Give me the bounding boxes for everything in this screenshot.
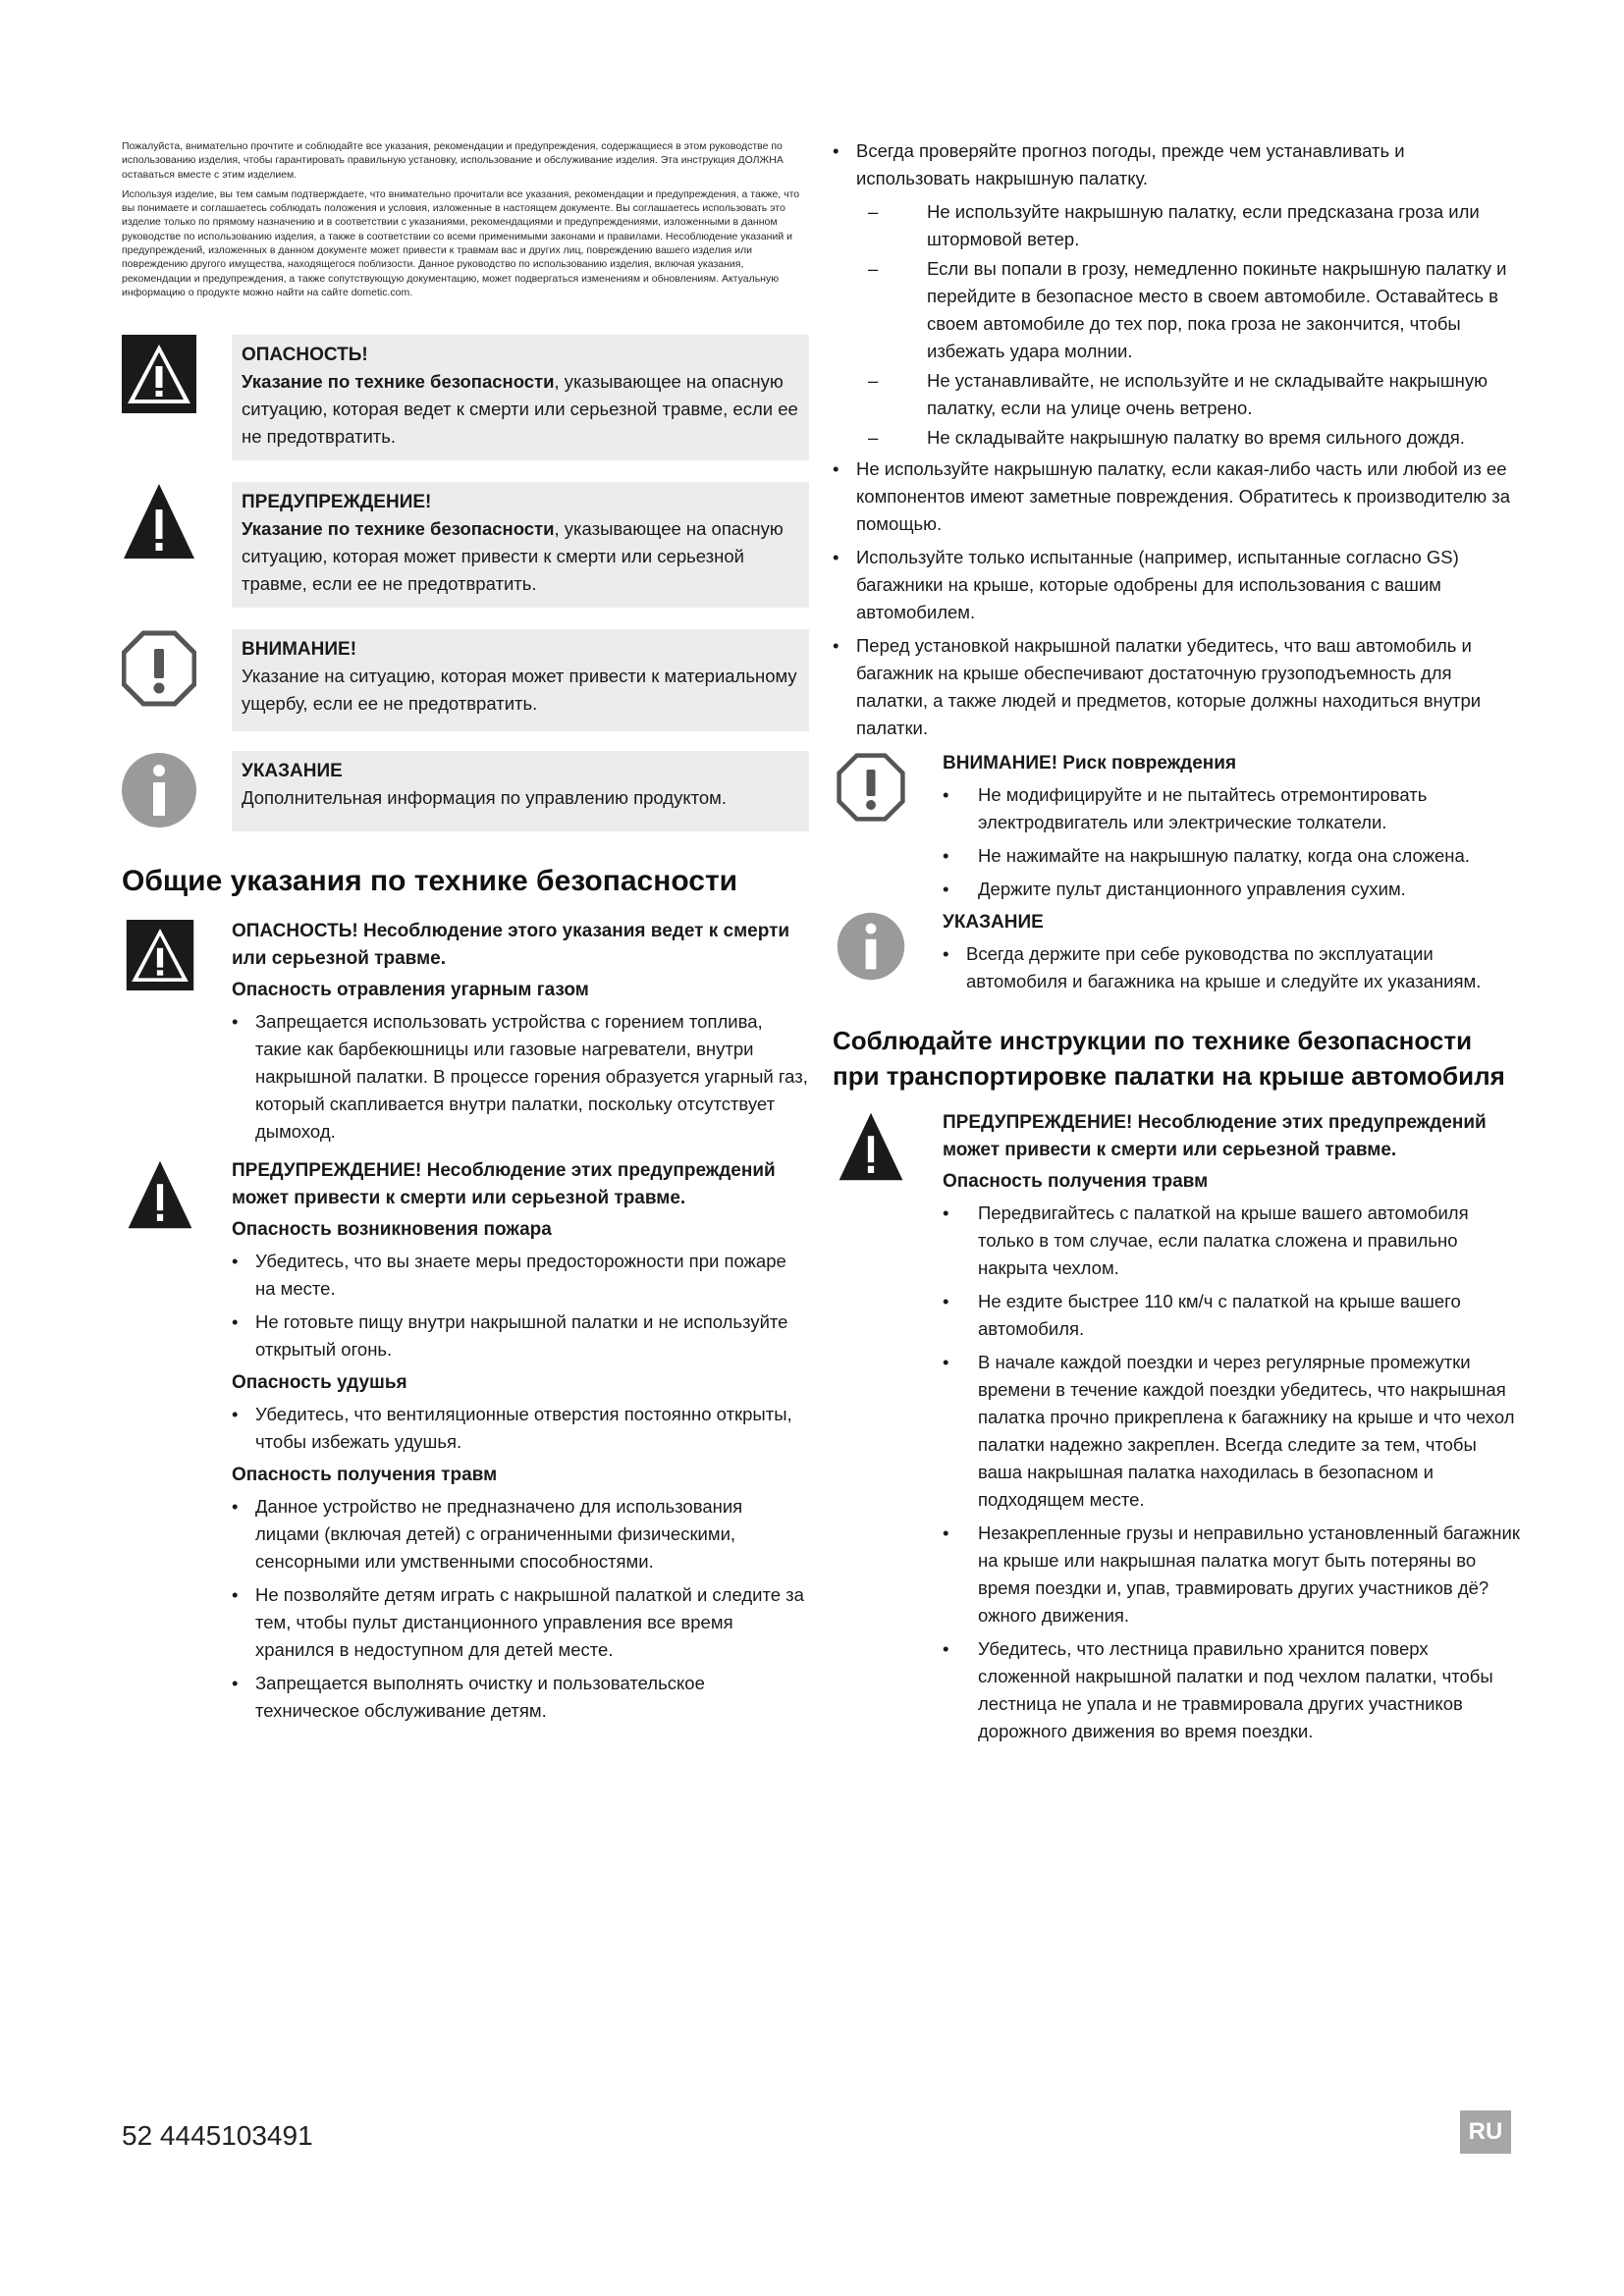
list-item: – Если вы попали в грозу, немедленно покиньте накрышную палатку и перейдите в безопасное место в своем автомобиле. Оставайтесь в своем автомобиле до тех пор, пока гроза не закончится, чтобы избежать удара молнии.	[856, 255, 1520, 365]
list-item: • Незакрепленные грузы и неправильно установленный багажник на крыше или накрышная палатка могут быть потеряны во время поездки и, упав, травмировать других участников дё?ожного движения.	[943, 1520, 1520, 1629]
list-item: • Убедитесь, что вы знаете меры предосторожности при пожаре на месте.	[232, 1248, 809, 1303]
list-item: • Не готовьте пищу внутри накрышной палатки и не используйте открытый огонь.	[232, 1308, 809, 1363]
warning-triangle-icon	[122, 1159, 198, 1230]
general-danger-list	[232, 1008, 809, 1146]
danger-warning-icon	[122, 920, 198, 990]
list-item	[833, 137, 1520, 192]
list-item: • Убедитесь, что вентиляционные отверстия постоянно открыты, чтобы избежать удушья.	[232, 1401, 809, 1456]
list-item: • Не ездите быстрее 110 км/ч с палаткой на крыше вашего автомобиля.	[943, 1288, 1520, 1343]
notice-danger-text	[242, 368, 799, 451]
left-column	[122, 139, 809, 1731]
notice-caution-box	[232, 629, 809, 731]
suffocation-list	[232, 1401, 809, 1456]
list-item: • Используйте только испытанные (например, испытанные согласно GS) багажники на крыше, которые одобрены для использования с вашим автомобилем.	[833, 544, 1520, 626]
list-item: – Не используйте накрышную палатку, если предсказана гроза или штормовой ветер.	[856, 198, 1520, 253]
list-item: • Запрещается выполнять очистку и пользовательское техническое обслуживание детям.	[232, 1670, 809, 1725]
notice-warning-bold: Указание по технике безопасности	[242, 518, 555, 540]
list-item: • В начале каждой поездки и через регулярные промежутки времени в течение каждой поездки убедитесь, что накрышная палатка прочно прикреплена к багажнику на крыше и что чехол палатки надежно закреплен. Всегда следите за тем, чтобы ваша накрышная палатка находилась в безопасном и подходящем месте.	[943, 1349, 1520, 1514]
list-item: • Не нажимайте на накрышную палатку, когда она сложена.	[943, 842, 1520, 870]
transport-warning-head: ПРЕДУПРЕЖДЕНИЕ! Несоблюдение этих предупреждений может привести к смерти или серьезной травме.	[943, 1112, 1487, 1160]
warning-triangle-icon	[833, 1111, 909, 1182]
page-number: 52 4445103491	[122, 2120, 313, 2151]
language-badge: RU	[1460, 2110, 1511, 2154]
list-item: • Всегда держите при себе руководства по эксплуатации автомобиля и багажника на крыше и следуйте их указаниям.	[943, 940, 1520, 995]
intro-paragraph-1: Пожалуйста, внимательно прочтите и соблюдайте все указания, рекомендации и предупреждения, содержащиеся в этом руководстве по использованию изделия, чтобы гарантировать правильную установку, использование и обслуживание изделия. Эта инструкция ДОЛЖНА оставаться вместе с этим изделием.	[122, 140, 784, 181]
weather-sublist	[833, 198, 1520, 452]
transport-warning-block	[833, 1109, 1520, 1745]
notice-danger-box	[232, 335, 809, 460]
suffocation-sub: Опасность удушья	[232, 1372, 407, 1394]
notice-danger	[122, 335, 809, 460]
list-item: • Убедитесь, что лестница правильно хранится поверх сложенной накрышной палатки и под чехлом палатки, чтобы лестница не упала и не травмировала других участников дорожного движения во время поездки.	[943, 1635, 1520, 1745]
notice-danger-body: , указывающее на опасную ситуацию, которая ведет к смерти или серьезной травме, если ее не предотвратить.	[242, 371, 798, 448]
weather-list	[833, 137, 1520, 192]
info-icon	[833, 911, 909, 982]
list-item: – Не складывайте накрышную палатку во время сильного дождя.	[856, 424, 1520, 452]
note-head: УКАЗАНИЕ	[943, 912, 1044, 933]
caution-octagon-icon	[833, 752, 909, 823]
general-right-list	[833, 455, 1520, 742]
transport-injury-sub: Опасность получения травм	[943, 1171, 1209, 1192]
injury-list	[232, 1493, 809, 1725]
general-safety-heading: Общие указания по технике безопасности	[122, 865, 738, 898]
notice-warning-box	[232, 482, 809, 608]
injury-sub: Опасность получения травм	[232, 1465, 498, 1486]
general-danger-head: ОПАСНОСТЬ! Несоблюдение этого указания ведет к смерти или серьезной травме.	[232, 921, 790, 970]
list-item: – Не устанавливайте, не используйте и не складывайте накрышную палатку, если на улице очень ветрено.	[856, 367, 1520, 422]
notice-warning-title: ПРЕДУПРЕЖДЕНИЕ!	[242, 492, 432, 513]
caution-block	[833, 750, 1520, 903]
notice-caution-title: ВНИМАНИЕ!	[242, 639, 357, 661]
info-icon	[122, 751, 196, 829]
list-item: • Не модифицируйте и не пытайтесь отремонтировать электродвигатель или электрические толкатели.	[943, 781, 1520, 836]
warning-triangle-icon	[122, 482, 196, 561]
notice-warning-body: , указывающее на опасную ситуацию, которая может привести к смерти или серьезной травме, если ее не предотвратить.	[242, 518, 784, 595]
notice-danger-title: ОПАСНОСТЬ!	[242, 345, 368, 366]
notice-caution-text: Указание на ситуацию, которая может привести к материальному ущербу, если ее не предотвратить.	[242, 666, 797, 715]
fire-hazard-list	[232, 1248, 809, 1363]
caution-list	[943, 781, 1520, 903]
general-danger-sub: Опасность отравления угарным газом	[232, 980, 589, 1001]
list-item: • Данное устройство не предназначено для использования лицами (включая детей) с ограниченными физическими, сенсорными или умственными способностями.	[232, 1493, 809, 1575]
transport-safety-heading: Соблюдайте инструкции по технике безопасности при транспортировке палатки на крыше автомобиля	[833, 1026, 1505, 1091]
note-list	[943, 940, 1520, 995]
caution-octagon-icon	[122, 629, 196, 708]
note-block	[833, 909, 1520, 995]
notice-note	[122, 751, 809, 831]
notice-caution	[122, 629, 809, 729]
intro-paragraph-2: Используя изделие, вы тем самым подтверждаете, что внимательно прочитали все указания, рекомендации и предупреждения, а также, что вы понимаете и соглашаетесь соблюдать положения и условия, изложенные в настоящем документе. Вы соглашаетесь использовать это изделие только по прямому назначению и в соответствии с указаниями, рекомендациями и предупреждениями, изложенными в данном руководстве по использованию изделия, а также в соответствии со всеми применимыми законами и правилами. Несоблюдение указаний и предупреждений, изложенных в данном документе может привести к травмам вас и других лиц, повреждению вашего изделия или повреждению другого имущества, находящегося поблизости. Данное руководство по использованию изделия, включая указания, рекомендации и предупреждения, а также сопутствующую документацию, может подвергаться изменениям и обновлениям. Актуальную информацию о продукте можно найти на сайте dometic.com.	[122, 187, 800, 298]
list-item: • Не позволяйте детям играть с накрышной палаткой и следите за тем, чтобы пульт дистанционного управления все время хранился в недоступном для детей месте.	[232, 1581, 809, 1664]
notice-note-title: УКАЗАНИЕ	[242, 761, 343, 782]
list-item: • Запрещается использовать устройства с горением топлива, такие как барбекюшницы или газовые нагреватели, внутри накрышной палатки. В процессе горения образуется угарный газ, который скапливается внутри палатки, поскольку отсутствует дымоход.	[232, 1008, 809, 1146]
notice-danger-bold: Указание по технике безопасности	[242, 371, 555, 393]
weather-lead: Всегда проверяйте прогноз погоды, прежде чем устанавливать и использовать накрышную палатку.	[856, 140, 1405, 188]
danger-warning-icon	[122, 335, 196, 413]
right-column	[833, 137, 1520, 1751]
list-item: • Перед установкой накрышной палатки убедитесь, что ваш автомобиль и багажник на крыше обеспечивают достаточную грузоподъемность для палатки, а также людей и предметов, которые должны находиться внутри палатки.	[833, 632, 1520, 742]
list-item: • Держите пульт дистанционного управления сухим.	[943, 876, 1520, 903]
list-item: • Передвигайтесь с палаткой на крыше вашего автомобиля только в том случае, если палатка сложена и правильно накрыта чехлом.	[943, 1200, 1520, 1282]
fire-hazard-sub: Опасность возникновения пожара	[232, 1219, 552, 1241]
list-item: • Не используйте накрышную палатку, если какая-либо часть или любой из ее компонентов имеют заметные повреждения. Обратитесь к производителю за помощью.	[833, 455, 1520, 538]
transport-list	[943, 1200, 1520, 1745]
general-warning-head: ПРЕДУПРЕЖДЕНИЕ! Несоблюдение этих предупреждений может привести к смерти или серьезной травме.	[232, 1160, 776, 1209]
general-warning-block	[122, 1157, 809, 1725]
intro-text	[122, 139, 809, 299]
general-danger-block	[122, 918, 809, 1146]
notice-warning-text	[242, 515, 799, 598]
notice-note-box	[232, 751, 809, 831]
notice-note-text: Дополнительная информация по управлению продуктом.	[242, 787, 728, 809]
caution-head: ВНИМАНИЕ! Риск повреждения	[943, 753, 1237, 774]
notice-warning	[122, 482, 809, 608]
